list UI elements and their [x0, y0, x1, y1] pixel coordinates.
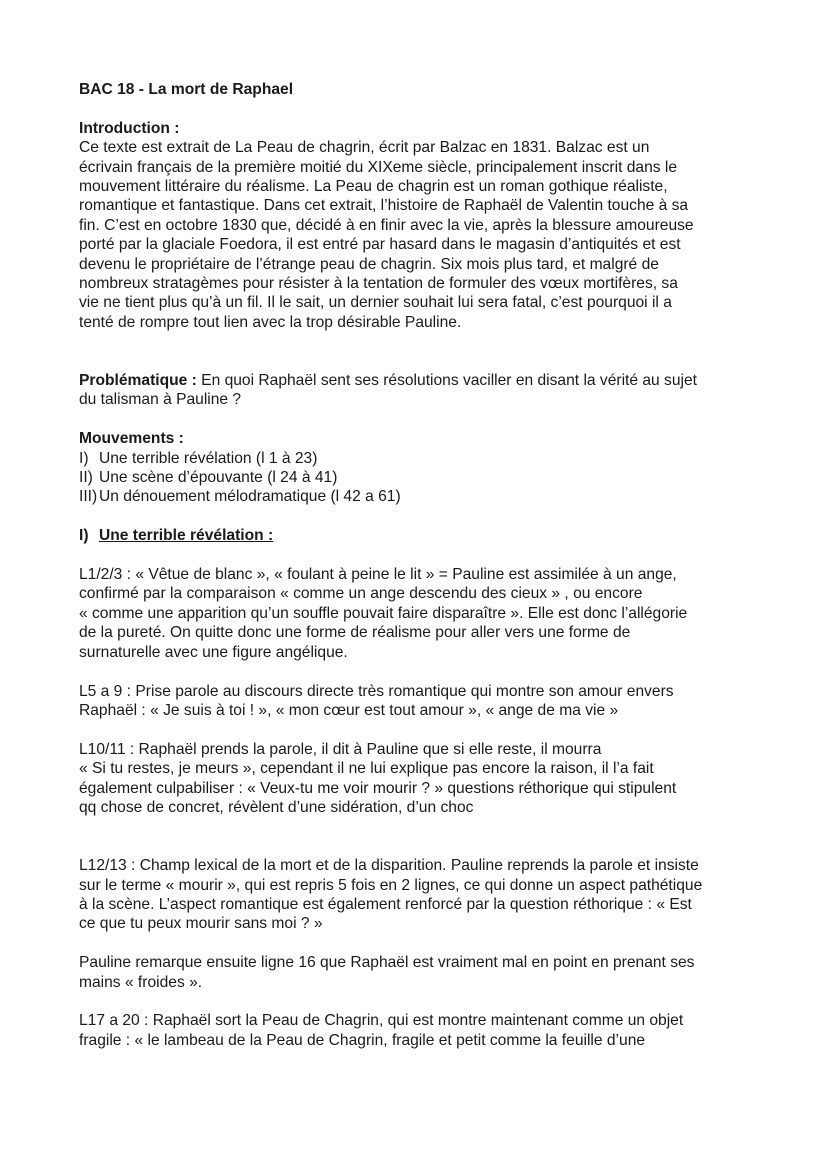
paragraph-line: L17 a 20 : Raphaël sort la Peau de Chagrin, qui est montre maintenant comme un objet	[79, 1012, 684, 1030]
spacer	[79, 546, 769, 565]
spacer	[79, 332, 769, 371]
paragraph-line: confirmé par la comparaison « comme un ange descendu des cieux » , ou encore	[79, 585, 643, 603]
spacer	[79, 99, 769, 118]
problematique-text: En quoi Raphaël sent ses résolutions vaciller en disant la vérité au sujet	[196, 372, 697, 390]
intro-line: vie ne tient plus qu’à un fil. Il le sait, un dernier souhait lui sera fatal, c’est pourquoi il a	[79, 294, 672, 312]
paragraph-line: « Si tu restes, je meurs », cependant il ne lui explique pas encore la raison, il l’a fait	[79, 760, 654, 778]
paragraph-line: Raphaël : « Je suis à toi ! », « mon cœur est tout amour », « ange de ma vie »	[79, 701, 619, 719]
paragraph-line: également culpabiliser : « Veux-tu me voir mourir ? » questions réthorique qui stipulent	[79, 779, 677, 797]
analysis-paragraph	[79, 856, 769, 934]
paragraph-line: ce que tu peux mourir sans moi ? »	[79, 915, 323, 933]
list-item	[79, 487, 769, 506]
intro-line: devenu le propriétaire de l’étrange peau de chagrin. Six mois plus tard, et malgré de	[79, 255, 659, 273]
mouvements-heading: Mouvements :	[79, 430, 184, 448]
intro-line: Ce texte est extrait de La Peau de chagrin, écrit par Balzac en 1831. Balzac est un	[79, 139, 650, 157]
analysis-paragraph	[79, 565, 769, 662]
paragraph-line: L12/13 : Champ lexical de la mort et de la disparition. Pauline reprends la parole et insiste	[79, 857, 699, 875]
problematique-section	[79, 371, 769, 410]
paragraph-line: mains « froides ».	[79, 973, 203, 991]
intro-line: romantique et fantastique. Dans cet extrait, l’histoire de Raphaël de Valentin touche à sa	[79, 197, 689, 215]
list-text: Une scène d’épouvante (l 24 à 41)	[99, 469, 338, 487]
intro-line: tenté de rompre tout lien avec la trop désirable Pauline.	[79, 313, 462, 331]
mouvements-section	[79, 429, 769, 507]
spacer	[79, 934, 769, 953]
mouvements-list	[79, 449, 769, 507]
paragraph-line: L1/2/3 : « Vêtue de blanc », « foulant à peine le lit » = Pauline est assimilée à un ange,	[79, 566, 677, 584]
analysis-paragraph	[79, 953, 769, 992]
section-heading	[79, 526, 769, 545]
problematique-line: du talisman à Pauline ?	[79, 391, 242, 409]
section-number: I)	[79, 527, 89, 545]
paragraph-line: fragile : « le lambeau de la Peau de Chagrin, fragile et petit comme la feuille d’une	[79, 1031, 646, 1049]
analysis-paragraph	[79, 740, 769, 818]
intro-line: mouvement littéraire du réalisme. La Peau de chagrin est un roman gothique réaliste,	[79, 178, 668, 196]
list-number: II)	[79, 469, 93, 487]
list-number: I)	[79, 449, 89, 467]
list-item	[79, 449, 769, 468]
problematique-label: Problématique :	[79, 372, 197, 390]
paragraph-line: L5 a 9 : Prise parole au discours directe très romantique qui montre son amour envers	[79, 682, 674, 700]
document-title: BAC 18 - La mort de Raphael	[79, 81, 294, 98]
paragraph-line: de la pureté. On quitte donc une forme de réalisme pour aller vers une forme de	[79, 624, 631, 642]
list-text: Une terrible révélation (l 1 à 23)	[99, 449, 318, 467]
section-title: Une terrible révélation :	[99, 527, 274, 545]
document-page	[79, 80, 769, 1050]
paragraph-line: à la scène. L’aspect romantique est également renforcé par la question réthorique : « Est	[79, 895, 692, 913]
spacer	[79, 507, 769, 526]
spacer	[79, 410, 769, 429]
analysis-paragraph	[79, 682, 769, 721]
problematique-line	[79, 371, 769, 390]
paragraph-line: Pauline remarque ensuite ligne 16 que Raphaël est vraiment mal en point en prenant ses	[79, 954, 695, 972]
analysis-paragraph	[79, 1011, 769, 1050]
intro-line: fin. C’est en octobre 1830 que, décidé à en finir avec la vie, après la blessure amoureuse	[79, 216, 694, 234]
spacer	[79, 662, 769, 681]
list-text: Un dénouement mélodramatique (l 42 a 61)	[99, 488, 401, 506]
spacer	[79, 817, 769, 856]
list-number: III)	[79, 488, 98, 506]
intro-line: nombreux stratagèmes pour résister à la tentation de formuler des vœux mortifères, sa	[79, 275, 678, 293]
paragraph-line: sur le terme « mourir », qui est repris 5 fois en 2 lignes, ce qui donne un aspect pathétique	[79, 876, 703, 894]
intro-line: porté par la glaciale Foedora, il est entré par hasard dans le magasin d’antiquités et est	[79, 236, 681, 254]
spacer	[79, 992, 769, 1011]
introduction-section	[79, 119, 769, 332]
introduction-heading: Introduction :	[79, 119, 180, 137]
paragraph-line: surnaturelle avec une figure angélique.	[79, 643, 348, 661]
list-item	[79, 468, 769, 487]
paragraph-line: « comme une apparition qu’un souffle pouvait faire disparaître ». Elle est donc l’allégorie	[79, 604, 688, 622]
paragraph-line: qq chose de concret, révèlent d’une sidération, d’un choc	[79, 798, 474, 816]
paragraph-line: L10/11 : Raphaël prends la parole, il dit à Pauline que si elle reste, il mourra	[79, 740, 602, 758]
intro-line: écrivain français de la première moitié du XIXeme siècle, principalement inscrit dans le	[79, 158, 678, 176]
spacer	[79, 720, 769, 739]
